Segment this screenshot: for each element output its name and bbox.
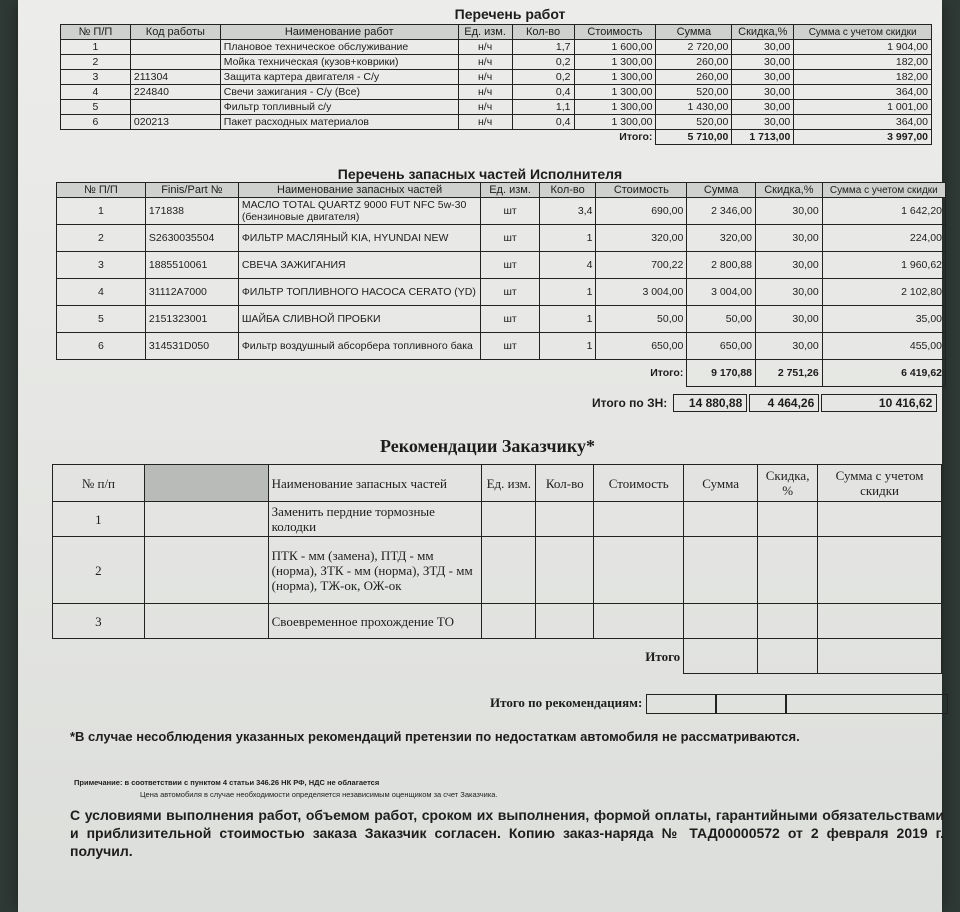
table-cell: н/ч <box>458 70 512 85</box>
table-cell: Плановое техническое обслуживание <box>220 40 458 55</box>
col-header: Скидка, % <box>758 465 818 502</box>
table-cell: 182,00 <box>794 70 932 85</box>
table-cell: 30,00 <box>756 333 823 360</box>
table-cell: 650,00 <box>596 333 687 360</box>
col-header: Сумма <box>684 465 758 502</box>
table-cell: 314531D050 <box>145 333 238 360</box>
rec-text: Заменить пердние тормозные колодки <box>268 502 482 537</box>
table-cell: 1 960,62 <box>822 252 945 279</box>
table-row <box>57 279 946 306</box>
table-cell: 0,2 <box>512 55 574 70</box>
table-cell: 30,00 <box>732 115 794 130</box>
works-header-row <box>61 25 932 40</box>
col-header: Finis/Part № <box>145 183 238 198</box>
table-cell <box>130 40 220 55</box>
table-cell: н/ч <box>458 100 512 115</box>
table-cell: 520,00 <box>656 85 732 100</box>
agreement-text: С условиями выполнения работ, объемом работ, сроком их выполнения, формой оплаты, гарантийными обязательствами и приблизительной стоимостью заказа Заказчик согласен. Копию заказ-наряда № ТАД00000572 от 2 февраля 2019 г. получил. <box>70 807 944 859</box>
rec-grand-total <box>490 694 948 714</box>
table-cell: шт <box>481 225 540 252</box>
table-row <box>57 198 946 225</box>
table-cell: н/ч <box>458 40 512 55</box>
table-cell: СВЕЧА ЗАЖИГАНИЯ <box>238 252 480 279</box>
table-cell: 2 346,00 <box>687 198 756 225</box>
grand-total-label: Итого по ЗН: <box>592 396 668 410</box>
table-cell: 364,00 <box>794 85 932 100</box>
table-cell: 30,00 <box>756 252 823 279</box>
table-cell: 4 <box>61 85 131 100</box>
grand-total-after: 10 416,62 <box>821 394 937 412</box>
warning-text: *В случае несоблюдения указанных рекомендаций претензии по недостаткам автомобиля не рассматриваются. <box>70 729 800 744</box>
table-cell <box>130 100 220 115</box>
table-cell: 3 004,00 <box>687 279 756 306</box>
table-cell: 0,4 <box>512 115 574 130</box>
table-cell: S2630035504 <box>145 225 238 252</box>
table-cell: шт <box>481 333 540 360</box>
table-row <box>61 100 932 115</box>
table-cell: ШАЙБА СЛИВНОЙ ПРОБКИ <box>238 306 480 333</box>
table-cell: 320,00 <box>596 225 687 252</box>
table-cell: 3 <box>61 70 131 85</box>
table-cell: 3 <box>57 252 146 279</box>
table-cell: Фильтр воздушный абсорбера топливного бака <box>238 333 480 360</box>
table-cell: Пакет расходных материалов <box>220 115 458 130</box>
table-cell: ФИЛЬТР ТОПЛИВНОГО НАСОСА CERATO (YD) <box>238 279 480 306</box>
table-cell: 1885510061 <box>145 252 238 279</box>
col-header: Стоимость <box>596 183 687 198</box>
works-total-sum: 5 710,00 <box>656 130 732 145</box>
table-cell: 2 <box>61 55 131 70</box>
table-cell: н/ч <box>458 85 512 100</box>
rec-text: Своевременное прохождение ТО <box>268 604 482 639</box>
rec-text: ПТК - мм (замена), ПТД - мм (норма), ЗТК - мм (норма), ЗТД - мм (норма), ТЖ-ок, ОЖ-ок <box>268 537 482 604</box>
table-cell: 700,22 <box>596 252 687 279</box>
table-cell: 4 <box>539 252 596 279</box>
table-cell: 30,00 <box>732 70 794 85</box>
table-cell: 4 <box>57 279 146 306</box>
table-cell: 35,00 <box>822 306 945 333</box>
table-cell: 1 <box>539 279 596 306</box>
table-cell: 1 300,00 <box>574 115 656 130</box>
table-cell: 30,00 <box>732 55 794 70</box>
rec-num: 2 <box>53 537 145 604</box>
table-cell: 1 <box>57 198 146 225</box>
table-cell: Фильтр топливный с/у <box>220 100 458 115</box>
table-row <box>53 502 942 537</box>
col-header: Сумма с учетом скидки <box>822 183 945 198</box>
table-cell: 1 <box>539 306 596 333</box>
table-cell: 30,00 <box>756 306 823 333</box>
col-header: Кол-во <box>536 465 594 502</box>
col-header: Стоимость <box>594 465 684 502</box>
note-vat: Примечание: в соответствии с пунктом 4 статьи 346.26 НК РФ, НДС не облагается <box>74 778 380 787</box>
table-cell: 30,00 <box>732 85 794 100</box>
recommendations-table <box>52 464 942 674</box>
table-cell: 5 <box>61 100 131 115</box>
parts-total-label: Итого: <box>650 367 684 380</box>
rec-num: 3 <box>53 604 145 639</box>
parts-total-discount: 2 751,26 <box>756 360 823 387</box>
table-cell: 2 <box>57 225 146 252</box>
table-cell: 1 <box>539 225 596 252</box>
recommendations-header-row <box>53 465 942 502</box>
table-cell: 1 600,00 <box>574 40 656 55</box>
table-row <box>61 85 932 100</box>
col-header: Сумма с учетом скидки <box>818 465 942 502</box>
note-valuation: Цена автомобиля в случае необходимости определяется независимым оценщиком за счет Заказчика. <box>140 790 498 799</box>
col-header: Ед. изм. <box>482 465 536 502</box>
table-cell: Свечи зажигания - С/у (Все) <box>220 85 458 100</box>
table-row <box>57 252 946 279</box>
table-cell: 30,00 <box>756 225 823 252</box>
rec-total-row <box>53 639 942 674</box>
table-cell: Мойка техническая (кузов+коврики) <box>220 55 458 70</box>
col-header: Кол-во <box>512 25 574 40</box>
table-row <box>57 225 946 252</box>
table-cell: 455,00 <box>822 333 945 360</box>
table-cell: н/ч <box>458 115 512 130</box>
col-header: Стоимость <box>574 25 656 40</box>
table-cell: 31112A7000 <box>145 279 238 306</box>
table-cell: 0,2 <box>512 70 574 85</box>
table-row <box>61 55 932 70</box>
table-cell: 1 430,00 <box>656 100 732 115</box>
table-cell: 5 <box>57 306 146 333</box>
table-row <box>57 333 946 360</box>
table-cell: 1 300,00 <box>574 70 656 85</box>
col-header: № п/п <box>53 465 145 502</box>
table-cell: шт <box>481 279 540 306</box>
table-cell: 1 300,00 <box>574 85 656 100</box>
table-cell: 50,00 <box>596 306 687 333</box>
table-cell: 1 300,00 <box>574 55 656 70</box>
table-cell: Защита картера двигателя - С/у <box>220 70 458 85</box>
table-cell: 1 <box>61 40 131 55</box>
table-cell: 30,00 <box>732 40 794 55</box>
table-cell: 2 102,80 <box>822 279 945 306</box>
table-cell: 171838 <box>145 198 238 225</box>
col-header: Сумма <box>687 183 756 198</box>
col-header: Сумма с учетом скидки <box>794 25 932 40</box>
table-cell: 690,00 <box>596 198 687 225</box>
parts-title: Перечень запасных частей Исполнителя <box>337 166 623 182</box>
table-cell: 260,00 <box>656 55 732 70</box>
works-title: Перечень работ <box>454 6 566 22</box>
rec-grand-total-label: Итого по рекомендациям: <box>490 694 643 710</box>
recommendations-title: Рекомендации Заказчику* <box>380 436 595 456</box>
works-total-row <box>61 130 932 145</box>
col-header: № П/П <box>57 183 146 198</box>
table-cell: 2 720,00 <box>656 40 732 55</box>
table-cell: шт <box>481 306 540 333</box>
table-cell: 1,7 <box>512 40 574 55</box>
col-header: Сумма <box>656 25 732 40</box>
table-cell: МАСЛО TOTAL QUARTZ 9000 FUT NFC 5w-30 (бензиновые двигателя) <box>238 198 480 225</box>
col-header: Ед. изм. <box>481 183 540 198</box>
parts-total-sum: 9 170,88 <box>687 360 756 387</box>
table-cell: ФИЛЬТР МАСЛЯНЫЙ KIA, HYUNDAI NEW <box>238 225 480 252</box>
table-cell: 30,00 <box>732 100 794 115</box>
table-cell: 020213 <box>130 115 220 130</box>
table-cell: 0,4 <box>512 85 574 100</box>
col-header: Наименование работ <box>220 25 458 40</box>
works-total-discount: 1 713,00 <box>732 130 794 145</box>
table-cell: 211304 <box>130 70 220 85</box>
table-cell: 224,00 <box>822 225 945 252</box>
table-cell: 364,00 <box>794 115 932 130</box>
table-cell: 260,00 <box>656 70 732 85</box>
col-header: Кол-во <box>539 183 596 198</box>
table-cell: н/ч <box>458 55 512 70</box>
rec-total-label: Итого <box>645 648 681 664</box>
table-cell: 1 001,00 <box>794 100 932 115</box>
table-row <box>61 115 932 130</box>
col-header: Наименование запасных частей <box>238 183 480 198</box>
table-cell: 1,1 <box>512 100 574 115</box>
table-row <box>53 537 942 604</box>
table-cell: шт <box>481 252 540 279</box>
table-cell: 3,4 <box>539 198 596 225</box>
table-cell: 30,00 <box>756 198 823 225</box>
table-cell: 2151323001 <box>145 306 238 333</box>
table-row <box>57 306 946 333</box>
parts-table <box>56 182 946 387</box>
table-cell: 1 <box>539 333 596 360</box>
table-cell: 520,00 <box>656 115 732 130</box>
table-cell: 1 642,20 <box>822 198 945 225</box>
table-cell: 224840 <box>130 85 220 100</box>
grand-total-sum: 14 880,88 <box>673 394 747 412</box>
table-cell: 6 <box>61 115 131 130</box>
table-row <box>61 40 932 55</box>
table-cell: 182,00 <box>794 55 932 70</box>
table-cell: 6 <box>57 333 146 360</box>
table-cell: шт <box>481 198 540 225</box>
col-header: Код работы <box>130 25 220 40</box>
grand-total-discount: 4 464,26 <box>749 394 819 412</box>
parts-total-row <box>57 360 946 387</box>
table-cell: 650,00 <box>687 333 756 360</box>
table-cell: 30,00 <box>756 279 823 306</box>
works-table <box>60 24 932 145</box>
works-total-after: 3 997,00 <box>794 130 932 145</box>
rec-num: 1 <box>53 502 145 537</box>
works-total-label: Итого: <box>619 131 653 144</box>
grand-total <box>586 394 937 412</box>
table-cell: 1 904,00 <box>794 40 932 55</box>
parts-total-after: 6 419,62 <box>822 360 945 387</box>
table-row <box>61 70 932 85</box>
table-cell: 320,00 <box>687 225 756 252</box>
col-header: № П/П <box>61 25 131 40</box>
parts-header-row <box>57 183 946 198</box>
table-row <box>53 604 942 639</box>
col-header <box>144 465 268 502</box>
table-cell: 1 300,00 <box>574 100 656 115</box>
col-header: Ед. изм. <box>458 25 512 40</box>
table-cell: 3 004,00 <box>596 279 687 306</box>
col-header: Скидка,% <box>756 183 823 198</box>
col-header: Наименование запасных частей <box>268 465 482 502</box>
table-cell: 50,00 <box>687 306 756 333</box>
col-header: Скидка,% <box>732 25 794 40</box>
table-cell: 2 800,88 <box>687 252 756 279</box>
table-cell <box>130 55 220 70</box>
